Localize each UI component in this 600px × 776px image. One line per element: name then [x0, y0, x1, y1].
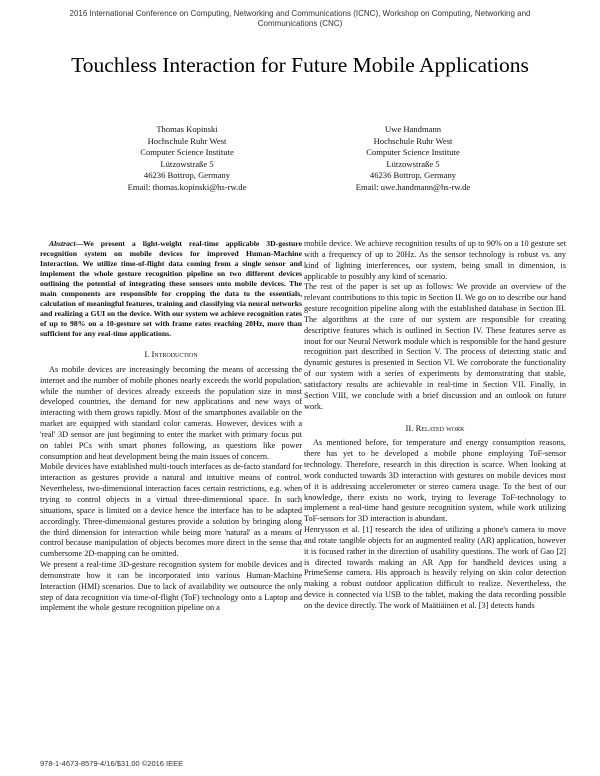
author-street: Lützowstraße 5 — [386, 158, 440, 169]
author-affiliation: Hochschule Ruhr West — [373, 135, 453, 146]
abstract — [40, 239, 302, 339]
paragraph: We present a real-time 3D-gesture recognition system for mobile devices and demonstrate how it can be incorporated into various Human-Machine Interaction (HMI) scenarios. Due to lack of availability we outsource the only step of data recognition via time-of-flight (ToF) technology onto a Laptop and implement the whole gesture recognition pipeline on a — [40, 560, 302, 613]
right-column — [304, 239, 566, 612]
author-block-1 — [72, 124, 302, 194]
author-city: 46236 Bottrop, Germany — [369, 170, 457, 181]
author-affiliation: Hochschule Ruhr West — [147, 135, 227, 146]
author-block-2 — [298, 124, 528, 194]
author-name: Thomas Kopinski — [156, 124, 218, 134]
author-city: 46236 Bottrop, Germany — [143, 170, 231, 181]
author-institute: Computer Science Institute — [140, 147, 234, 158]
paragraph: As mobile devices are increasingly becoming the means of accessing the internet and the number of mobile phones nearly exceeds the world population, while the number of devices already exceeds the population size in most developed countries, the demand for new applications and new ways of interacting with them grows rapidly. Most of the smartphones available on the market are equipped with standard color cameras. However, devices with a 'real' 3D sensor are just beginning to enter the market with primary focus put on tablet PCs with smart phones following, as questions like power consumption and heat development being the main issues of concern. — [40, 364, 302, 461]
author-email: Email: thomas.kopinski@hs-rw.de — [127, 181, 247, 192]
author-institute: Computer Science Institute — [366, 147, 460, 158]
copyright-footer: 978-1-4673-8579-4/16/$31.00 ©2016 IEEE — [40, 759, 184, 768]
paragraph: mobile device. We achieve recognition results of up to 90% on a 10 gesture set with a frequency of up to 20Hz. As the sensor technology is robust vs. any kind of lighting interferences, our system, being small in dimension, is applicable to possibly any kind of scenario. — [304, 239, 566, 281]
paragraph: The rest of the paper is set up as follows: We provide an overview of the relevant contributions to this topic in Section II. We go on to describe our hand gesture recognition pipeline along with the established database in Section III. The algorithms at the core of our system are responsible for creating descriptive features which is outlined in Section IV. These features serve as inout for our Neural Network module which is responsible for the hand gesture recognition part described in Section V. The process of detecting static and dynamic gestures is presented in Section VI. We corroborate the functionality of our system with a series of experiments by demonstrating that stable, satisfactory results are achievable in real-time in Section VII. Finally, in Section VIII, we conclude with a brief discussion and an outlook on future work. — [304, 282, 566, 411]
paper-title: Touchless Interaction for Future Mobile Applications — [71, 53, 529, 77]
paragraph: Henrysson et al. [1] research the idea of utilizing a phone's camera to move and rotate tangible objects for an augmented reality (AR) application, however it is focused rather in the direction of usability questions. The work of Gao [2] is directed towards making an AR App for handheld devices using a PrimeSense camera. His approach is heavily relying on skin color detection making a robust outdoor application difficult to realize. Nevertheless, the device is connected via USB to the tablet, making the data recording possible on the device directly. The work of Maätiäinen et al. [3] detects hands — [304, 525, 566, 610]
abstract-label: Abstract — [49, 239, 76, 248]
section-heading-related-work: II. Related work — [405, 422, 465, 433]
paragraph: Mobile devices have established multi-touch interfaces as de-facto standard for interaction as gestures provide a natural and intuitive means of control. Nevertheless, two-dimensional interaction faces certain restrictions, e.g. when trying to control objects in a virtual three-dimensional space. In such situations, space is limited on a device hence the interface has to be adapted accordingly. Three-dimensional gestures provide a solution by bringing along the third dimension for interaction while being more 'natural' as a means of control because manipulation of objects becomes more direct in the sense that cumbersome 2D-mapping can be omitted. — [40, 462, 302, 559]
author-street: Lützowstraße 5 — [160, 158, 214, 169]
abstract-text: —We present a light-weight real-time applicable 3D-gesture recognition system on mobile devices for improved Human-Machine Interaction. We utilize time-of-flight data coming from a single sensor and implement the whole gesture recognition pipeline on two different devices outlining the potential of integrating these sensors onto mobile devices. The main components are responsible for cropping the data to the essentials, calculation of meaningful features, training and classifying via neural networks and realizing a GUI on the device. With our system we achieve recognition rates of up to 98% on a 10-gesture set with frame rates reaching 20Hz, more than sufficient for any real-time applications. — [40, 239, 302, 338]
conference-header: 2016 International Conference on Computing, Networking and Communications (ICNC), Workshop on Computing, Networking and Communications (CNC) — [69, 9, 531, 28]
paragraph: As mentioned before, for temperature and energy consumption reasons, there has yet to be developed a mobile phone employing ToF-sensor technology. Therefore, research in this direction is scarce. When looking at work conducted towards 3D interaction with gestures on mobile devices most of it is addressing accelerometer or stereo camera usage. To the best of our knowledge, there exists no work, trying to leverage ToF-technology to implement a real-time hand gesture recognition system, while work utilizing ToF-sensors for 3D interaction is abundant. — [304, 438, 566, 524]
author-email: Email: uwe.handmann@hs-rw.de — [355, 181, 471, 192]
section-heading-introduction: I. Introduction — [144, 349, 198, 359]
author-name: Uwe Handmann — [384, 124, 442, 134]
left-column — [40, 239, 302, 614]
